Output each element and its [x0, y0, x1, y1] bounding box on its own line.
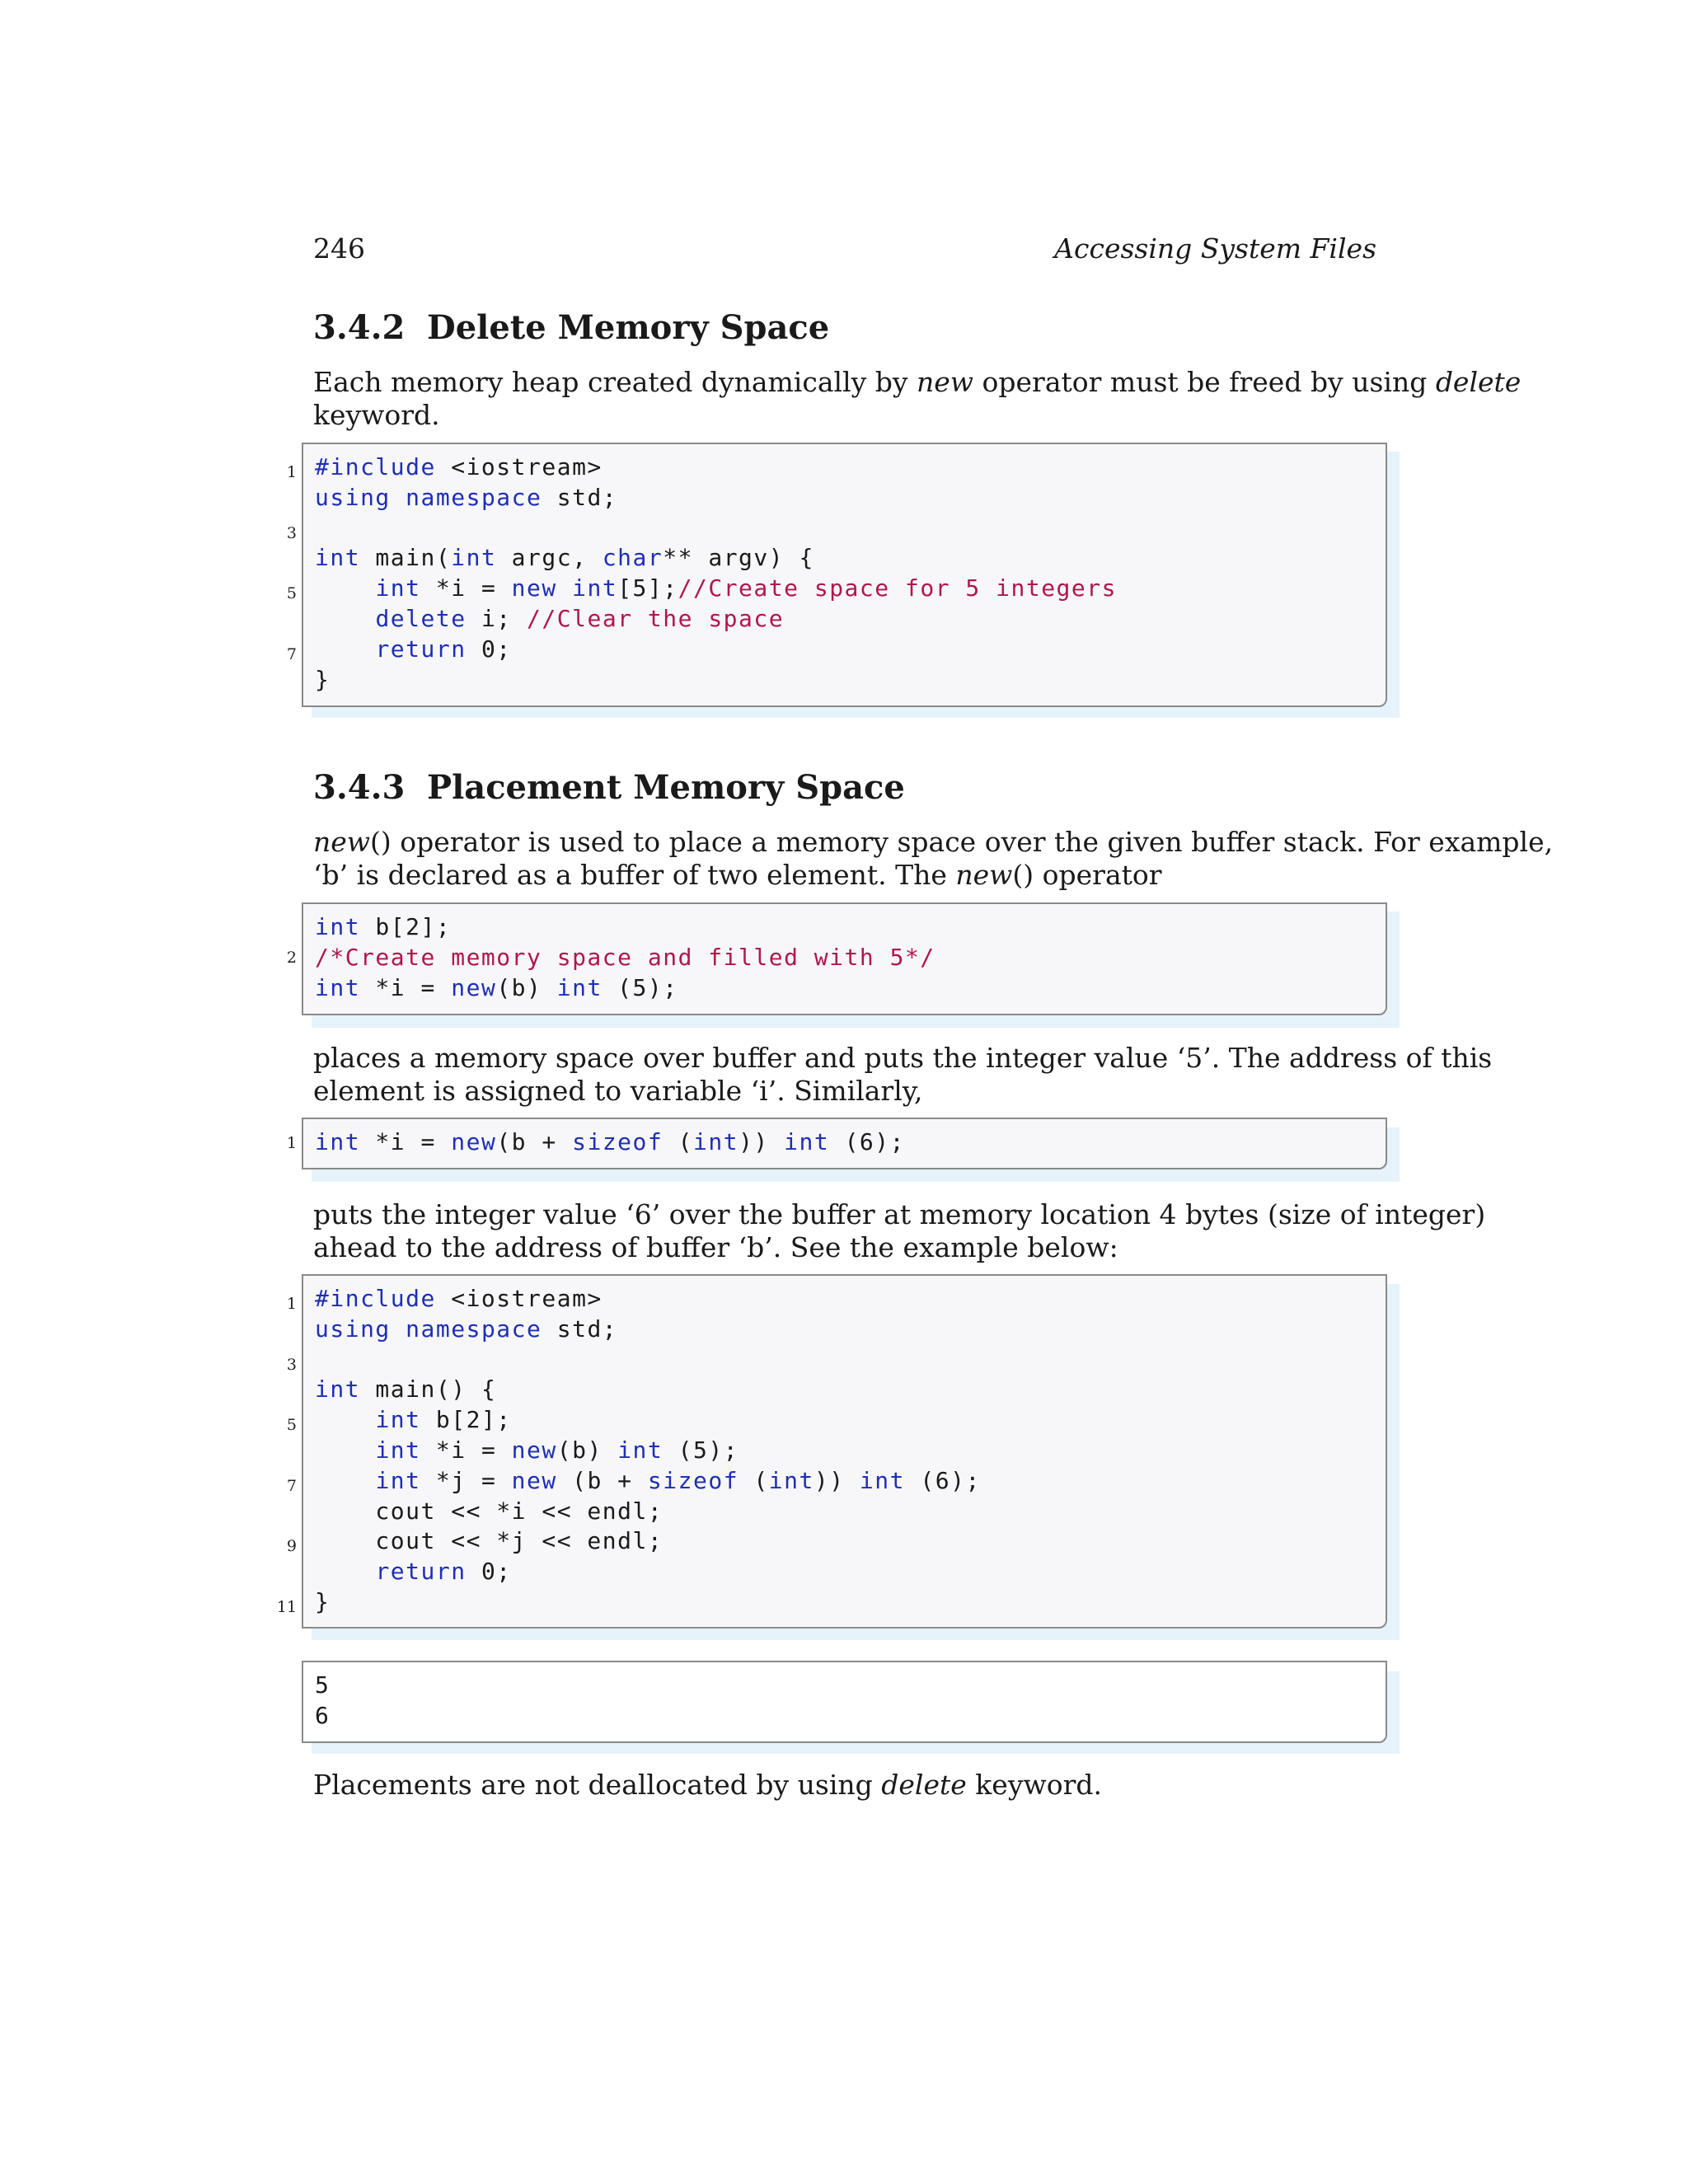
comment-token: /*Create memory space and filled with 5*/ — [315, 943, 935, 971]
code-token: (b + — [496, 1128, 573, 1155]
emphasis-new: new — [917, 366, 974, 398]
code-token — [315, 605, 375, 632]
code-line — [315, 665, 1117, 696]
line-number: 5 — [286, 584, 297, 603]
emphasis-delete: delete — [1435, 366, 1522, 398]
code-token — [315, 635, 375, 663]
paragraph-placement-note — [313, 1769, 1376, 1802]
code-token: *j = — [420, 1466, 512, 1494]
section-heading-3-4-2 — [313, 308, 829, 347]
code-line — [315, 543, 1117, 574]
code-lines — [315, 452, 1117, 695]
line-number: 1 — [286, 1295, 297, 1313]
keyword-token: int — [859, 1466, 906, 1494]
text-run: operator must be freed by using — [973, 366, 1436, 398]
code-token: )) — [738, 1128, 785, 1155]
code-token: cout << *j << endl; — [315, 1527, 663, 1555]
code-token: argc, — [496, 544, 603, 572]
keyword-token: int — [556, 973, 603, 1001]
code-token: *i = — [420, 1436, 512, 1464]
emphasis-new: new — [955, 859, 1013, 891]
line-number: 5 — [286, 1416, 297, 1435]
paragraph-placement-offset — [313, 1198, 1486, 1264]
line-number: 7 — [286, 644, 297, 663]
code-token — [315, 574, 375, 602]
line-number: 3 — [286, 523, 297, 542]
keyword-token: int — [375, 1466, 421, 1494]
keyword-token: int — [617, 1436, 663, 1464]
code-token: (6); — [829, 1128, 906, 1155]
keyword-token: char — [602, 544, 663, 572]
code-listing-placement-example — [302, 1274, 1387, 1629]
line-number: 2 — [286, 948, 297, 967]
code-listing-placement-buffer — [302, 902, 1387, 1015]
code-line — [315, 1701, 330, 1732]
text-run: keyword. — [966, 1769, 1102, 1801]
code-listing-placement-offset — [302, 1118, 1387, 1169]
keyword-token: #include — [315, 453, 436, 480]
code-line — [315, 1671, 330, 1701]
keyword-token: new — [451, 973, 497, 1001]
code-token: b[2]; — [360, 913, 452, 940]
code-token: <iostream> — [435, 1285, 603, 1312]
code-token: (6); — [905, 1466, 981, 1494]
keyword-token: int — [315, 1376, 361, 1404]
code-token — [557, 574, 572, 602]
keyword-token: int — [375, 1406, 421, 1434]
text-run: ‘b’ is declared as a buffer of two element. The — [313, 859, 956, 891]
section-title: Placement Memory Space — [427, 768, 905, 807]
paragraph-line — [313, 859, 1376, 892]
code-line — [315, 1497, 981, 1527]
code-line — [315, 943, 935, 973]
code-line — [315, 1375, 981, 1405]
code-token: main() { — [360, 1376, 497, 1404]
code-token: i; — [466, 604, 528, 632]
program-output — [302, 1661, 1387, 1743]
code-token — [315, 1467, 375, 1494]
code-token: 0; — [466, 635, 512, 663]
keyword-token: new — [511, 1436, 557, 1464]
code-line — [315, 452, 1117, 483]
output-lines — [315, 1671, 330, 1732]
code-line — [315, 1315, 981, 1345]
code-token: 0; — [466, 1558, 512, 1586]
paragraph-line — [313, 826, 1554, 859]
code-token — [391, 484, 406, 511]
code-token: ( — [663, 1128, 693, 1155]
code-line — [315, 1436, 981, 1466]
line-number: 3 — [286, 1355, 297, 1374]
code-token: ** argv) { — [663, 544, 814, 572]
section-title: Delete Memory Space — [427, 308, 830, 347]
code-token — [315, 1436, 375, 1464]
code-token: } — [315, 1587, 331, 1615]
keyword-token: using — [315, 1315, 391, 1343]
code-token: 6 — [315, 1701, 331, 1729]
keyword-token: int — [768, 1466, 814, 1494]
line-number: 7 — [286, 1476, 297, 1495]
code-lines — [315, 1127, 905, 1158]
code-token: <iostream> — [435, 453, 603, 480]
code-line — [315, 483, 1117, 513]
paragraph-line — [313, 1769, 1376, 1802]
keyword-token: int — [375, 574, 421, 602]
keyword-token: int — [315, 1128, 361, 1155]
keyword-token: int — [315, 973, 361, 1001]
keyword-token: namespace — [406, 1315, 542, 1343]
code-token: std; — [542, 1315, 618, 1343]
code-token: std; — [542, 483, 618, 511]
code-token: ( — [738, 1466, 769, 1494]
code-token — [391, 1315, 406, 1343]
code-token: 5 — [315, 1671, 331, 1699]
code-line — [315, 973, 935, 1004]
keyword-token: namespace — [406, 483, 542, 511]
code-line — [315, 1345, 981, 1376]
keyword-token: int — [315, 913, 361, 940]
emphasis-new: new — [313, 826, 371, 858]
keyword-token: return — [375, 1558, 467, 1586]
code-line — [315, 1405, 981, 1436]
line-number: 1 — [286, 463, 297, 481]
code-token: (b + — [556, 1466, 648, 1494]
code-line — [315, 604, 1117, 635]
keyword-token: int — [784, 1128, 830, 1155]
paragraph-line: ahead to the address of buffer ‘b’. See the example below: — [313, 1231, 1118, 1263]
section-heading-3-4-3 — [313, 768, 905, 807]
code-token: *i = — [360, 1128, 452, 1155]
code-token: (5); — [663, 1436, 739, 1464]
keyword-token: new — [451, 1128, 497, 1155]
paragraph-line: keyword. — [313, 399, 440, 431]
text-run: Placements are not deallocated by using — [313, 1769, 882, 1801]
code-line — [315, 1526, 981, 1557]
paragraph-line: puts the integer value ‘6’ over the buffer at memory location 4 bytes (size of integer) — [313, 1198, 1486, 1230]
code-token: [5]; — [617, 574, 678, 602]
page-number: 246 — [313, 232, 365, 265]
code-token: b[2]; — [420, 1406, 512, 1434]
paragraph-delete-intro — [313, 366, 1522, 432]
text-run: Each memory heap created dynamically by — [313, 366, 917, 398]
keyword-token: int — [572, 574, 618, 602]
code-token — [315, 1558, 375, 1585]
emphasis-delete: delete — [881, 1769, 967, 1801]
code-token: (b) — [496, 973, 557, 1001]
keyword-token: int — [315, 544, 361, 572]
code-line — [315, 1284, 981, 1315]
keyword-token: #include — [315, 1285, 436, 1312]
keyword-token: sizeof — [572, 1128, 663, 1155]
line-number: 11 — [276, 1598, 297, 1616]
code-line — [315, 1587, 981, 1618]
keyword-token: int — [375, 1436, 421, 1464]
keyword-token: new — [511, 1466, 557, 1494]
code-lines — [315, 1284, 981, 1618]
keyword-token: using — [315, 483, 391, 511]
code-token: *i = — [420, 574, 512, 602]
code-line — [315, 912, 935, 943]
keyword-token: new — [511, 574, 557, 602]
paragraph-placement-intro — [313, 826, 1554, 892]
code-line — [315, 513, 1117, 544]
code-line — [315, 1127, 905, 1158]
code-token: } — [315, 665, 331, 693]
keyword-token: return — [375, 635, 467, 663]
line-number: 1 — [286, 1134, 297, 1152]
code-listing-delete — [302, 443, 1387, 707]
code-token: cout << *i << endl; — [315, 1497, 663, 1525]
paragraph-line — [313, 366, 1522, 399]
text-run: () operator is used to place a memory space over the given buffer stack. For example, — [370, 826, 1554, 858]
code-token: main( — [360, 544, 452, 572]
code-token: (5); — [602, 973, 678, 1001]
paragraph-line: places a memory space over buffer and puts the integer value ‘5’. The address of this — [313, 1042, 1493, 1074]
code-line — [315, 635, 1117, 665]
code-token: )) — [814, 1466, 860, 1494]
running-title: Accessing System Files — [1054, 232, 1376, 265]
section-number: 3.4.2 — [313, 308, 406, 347]
keyword-token: int — [451, 544, 497, 572]
keyword-token: int — [692, 1128, 739, 1155]
code-line — [315, 574, 1117, 604]
code-token: (b) — [556, 1436, 618, 1464]
paragraph-placement-explain — [313, 1042, 1493, 1108]
code-token — [315, 1406, 375, 1433]
keyword-token: delete — [375, 604, 467, 632]
line-number: 9 — [286, 1537, 297, 1556]
code-token: *i = — [360, 973, 452, 1001]
comment-token: //Create space for 5 integers — [678, 574, 1117, 602]
comment-token: //Clear the space — [527, 604, 785, 632]
paragraph-line: element is assigned to variable ‘i’. Similarly, — [313, 1075, 923, 1107]
code-line — [315, 1557, 981, 1587]
text-run: () operator — [1012, 859, 1162, 891]
section-number: 3.4.3 — [313, 768, 406, 807]
code-lines — [315, 912, 935, 1003]
code-line — [315, 1466, 981, 1497]
keyword-token: sizeof — [647, 1466, 739, 1494]
